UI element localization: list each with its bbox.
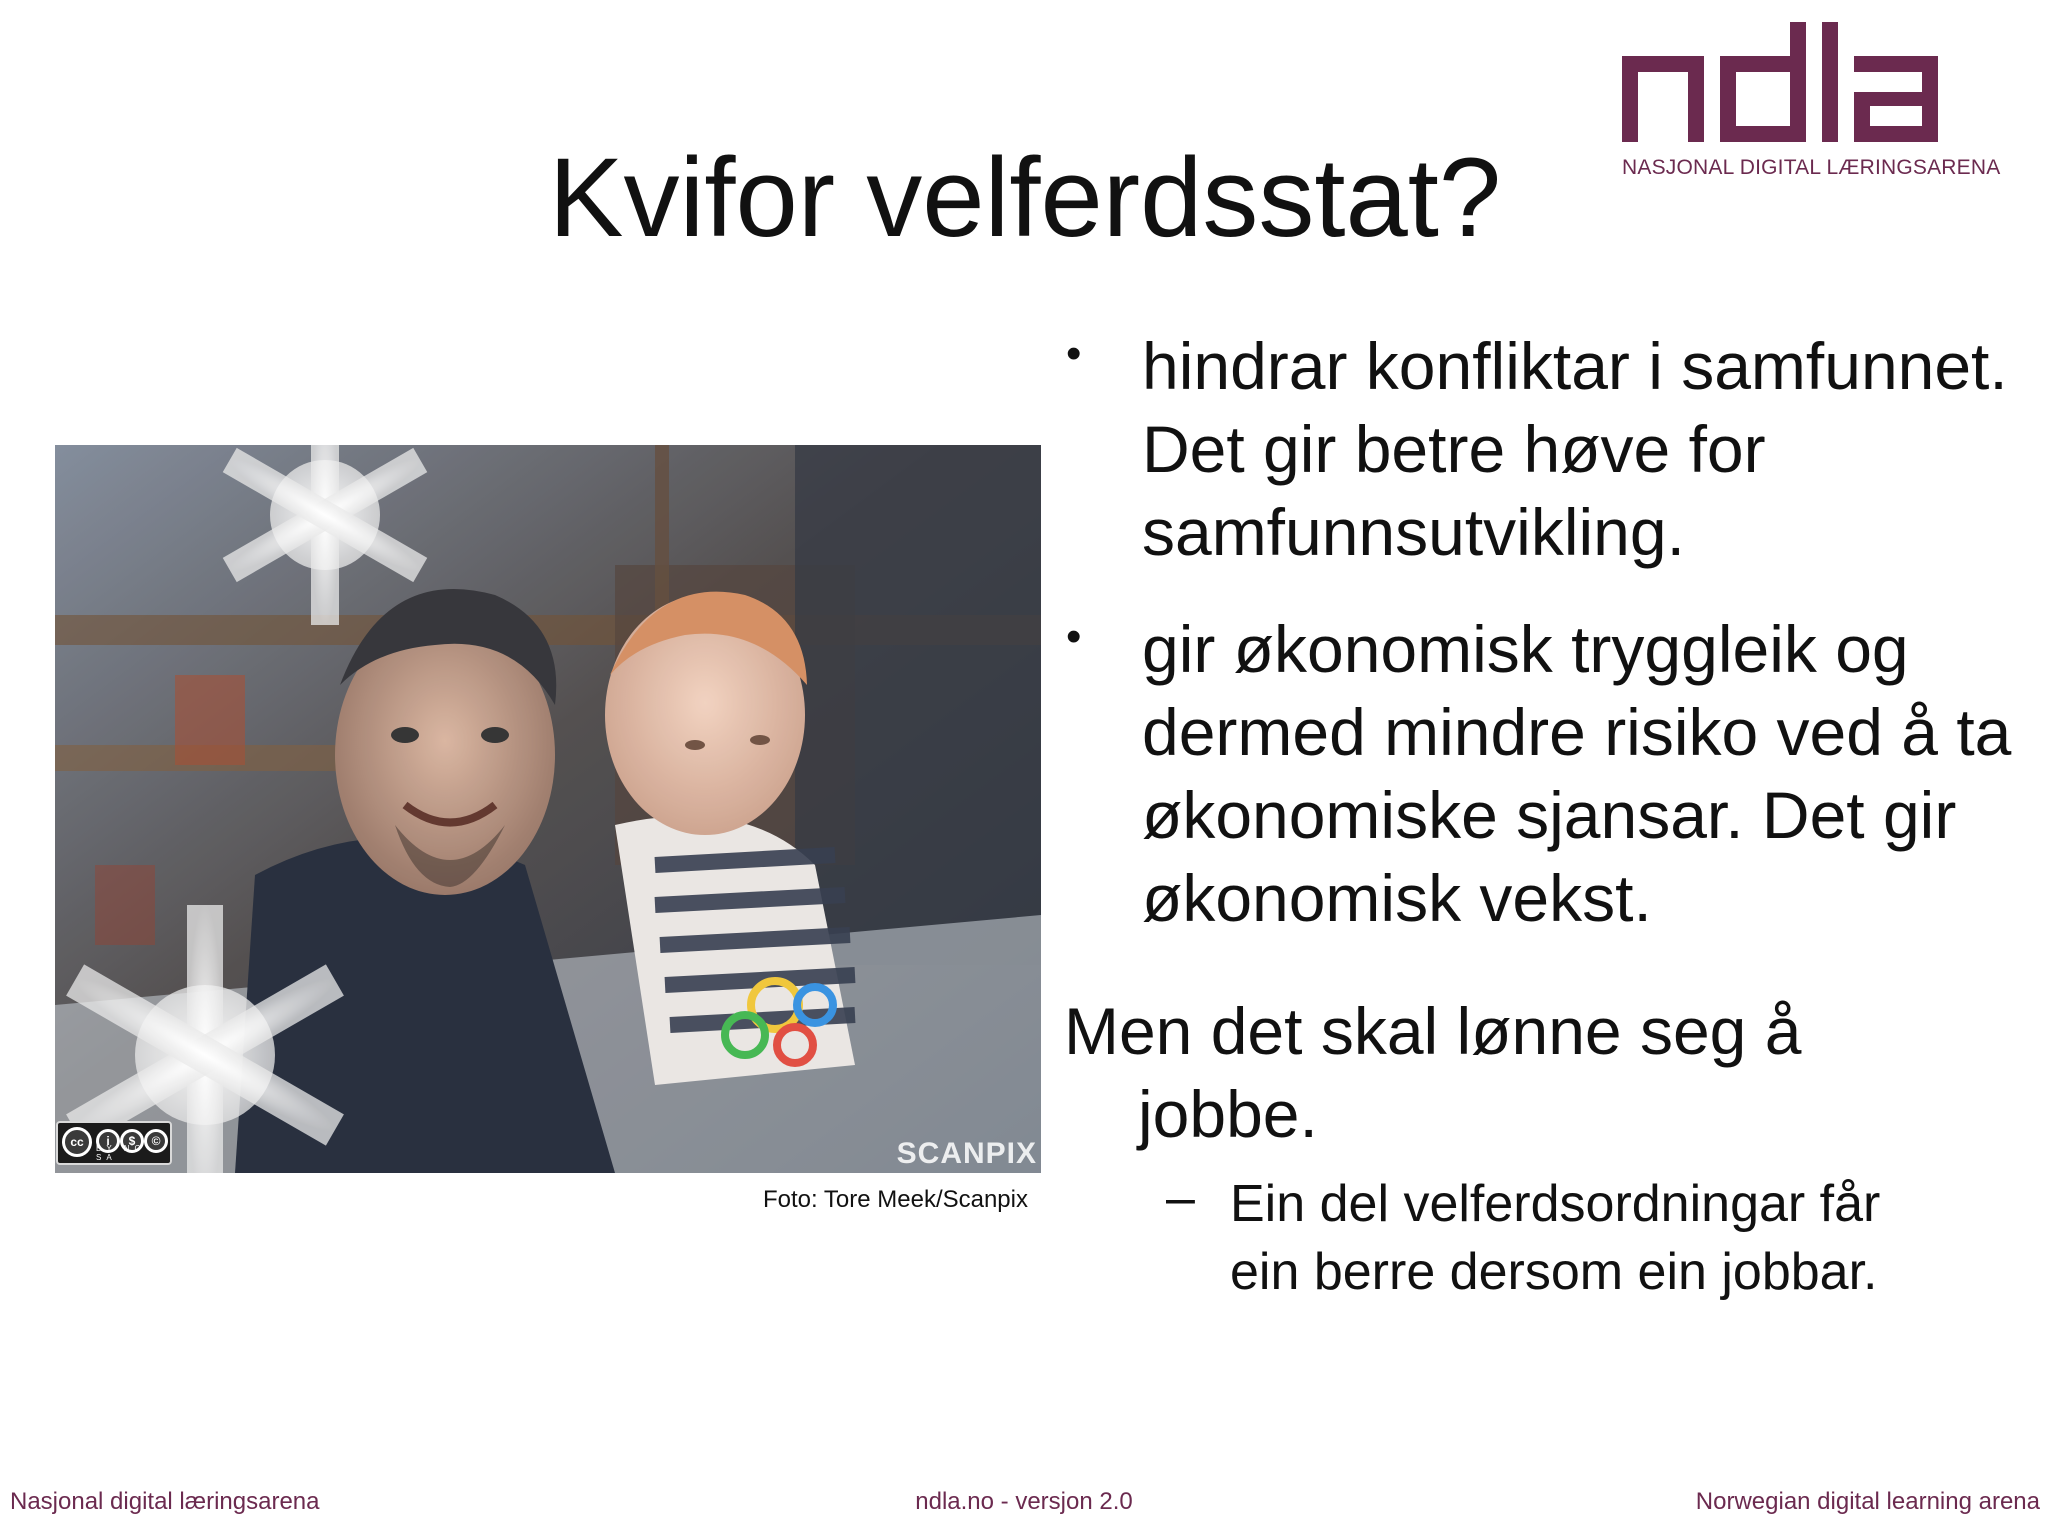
bullet-text: gir økonomisk tryggleik og dermed mindre risiko ved å ta økonomiske sjansar. Det gir økonomisk vekst. [1142,612,2012,935]
footer-right-text: Norwegian digital learning arena [1695,1488,2040,1515]
main-statement-line-1: Men det skal lønne seg å [1064,994,1802,1068]
sharealike-icon: © [144,1129,168,1153]
bullet-icon: • [1066,612,1082,661]
ndla-wordmark-logo [1622,22,2012,142]
bullet-icon: • [1066,329,1082,378]
footer-center-text: ndla.no - versjon 2.0 [915,1488,1133,1515]
main-statement-line-2: jobbe. [1138,1077,1318,1151]
photo-image [55,445,1041,1173]
footer [0,1482,2048,1522]
bullet-text: hindrar konfliktar i samfunnet. Det gir betre høve for samfunnsutvikling. [1142,329,2008,569]
sub-bullet-text [1230,1170,2020,1306]
noncommercial-icon: $ [120,1129,144,1153]
cc-icon: cc [62,1127,92,1157]
main-statement [1064,990,2024,1156]
cc-license-terms: BY NC SA [96,1144,146,1162]
sub-bullet-line-2: ein berre dersom ein jobbar. [1230,1243,1878,1301]
logo-tagline: NASJONAL DIGITAL LÆRINGSARENA [1622,156,2001,179]
slide-title: Kvifor velferdsstat? [548,135,1502,260]
dash-icon: – [1166,1169,1195,1227]
photo-father-and-baby [55,445,1041,1173]
attribution-icon: i [96,1129,120,1153]
cc-license-badge [56,1121,172,1165]
scanpix-watermark: SCANPIX [896,1137,1037,1170]
footer-left-text: Nasjonal digital læringsarena [10,1488,320,1515]
photo-credit: Foto: Tore Meek/Scanpix [762,1186,1028,1213]
sub-bullet-line-1: Ein del velferdsordningar får [1230,1175,1881,1233]
